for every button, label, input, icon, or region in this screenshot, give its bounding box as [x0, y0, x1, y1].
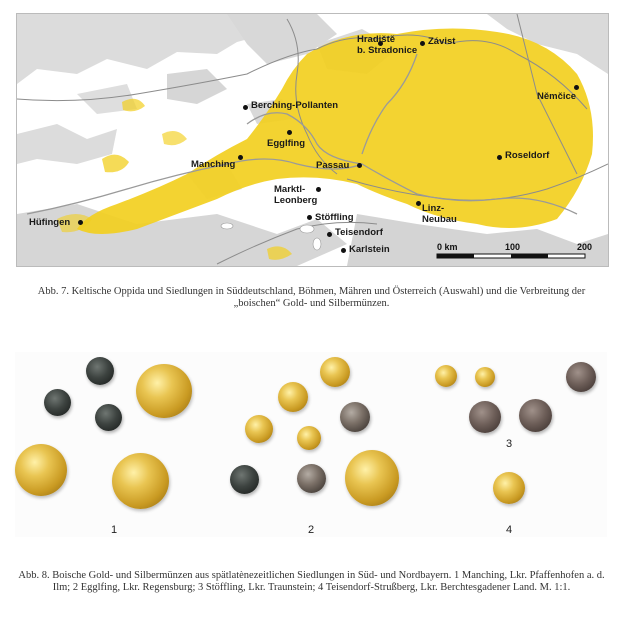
- scale-bar: [437, 254, 585, 258]
- coin-2c: [340, 402, 370, 432]
- coin-2d: [245, 415, 273, 443]
- place-label-marktl: Marktl- Leonberg: [274, 184, 318, 206]
- figure-7-caption: Abb. 7. Keltische Oppida und Siedlungen in Süddeutschland, Böhmen, Mähren und Österreich (Auswahl) und die Verbreitung der „boischen“ Gold- und Silbermünzen.: [37, 286, 586, 309]
- group-label-3: 3: [506, 438, 513, 450]
- coin-3c: [566, 362, 596, 392]
- place-label-hradiste: Hradiště b. Stradonice: [357, 34, 418, 56]
- place-marker-manching: [238, 155, 243, 160]
- map-graphic: [17, 14, 608, 266]
- place-marker-nemcice: [574, 85, 579, 90]
- coin-2b: [278, 382, 308, 412]
- coin-4a: [493, 472, 525, 504]
- scale-label-0: 0 km: [437, 242, 458, 252]
- place-marker-karlstein: [341, 248, 346, 253]
- place-label-stoeffling: Stöffling: [315, 212, 354, 223]
- coin-1a: [86, 357, 114, 385]
- place-marker-berching: [243, 105, 248, 110]
- coin-3d: [469, 401, 501, 433]
- place-marker-roseldorf: [497, 155, 502, 160]
- place-label-karlstein: Karlstein: [349, 244, 390, 255]
- scale-label-200: 200: [577, 242, 593, 252]
- place-label-berching: Berching-Pollanten: [251, 100, 339, 111]
- coin-2e: [297, 426, 321, 450]
- coin-2g: [297, 464, 326, 493]
- place-marker-teisendorf: [327, 232, 332, 237]
- place-marker-passau: [357, 163, 362, 168]
- distribution-map: [16, 13, 609, 267]
- coin-1f: [112, 453, 169, 509]
- place-marker-stoeffling: [307, 215, 312, 220]
- place-marker-zavist: [420, 41, 425, 46]
- place-label-linz: Linz- Neubau: [422, 203, 457, 225]
- coin-2f: [230, 465, 259, 494]
- coin-3b: [475, 367, 495, 387]
- coin-3e: [519, 399, 552, 432]
- figure-8-caption: Abb. 8. Boische Gold- und Silbermünzen aus spätlatènezeitlichen Siedlungen in Süd- und Nordbayern. 1 Manching, Lkr. Pfaffenhofen a. d. Ilm; 2 Egglfing, Lkr. Regensburg; 3 Stöffling, Lkr. Traunstein; 4 Teisendorf-Strußberg, Lkr. Berchtesgadener Land. M. 1:1.: [18, 570, 605, 593]
- place-label-huefingen: Hüfingen: [29, 217, 71, 228]
- place-label-passau: Passau: [316, 160, 350, 171]
- place-label-teisendorf: Teisendorf: [335, 227, 383, 238]
- place-label-roseldorf: Roseldorf: [505, 150, 550, 161]
- place-marker-huefingen: [78, 220, 83, 225]
- coin-photograph: [15, 352, 607, 537]
- group-label-2: 2: [308, 524, 315, 536]
- coin-3a: [435, 365, 457, 387]
- group-label-1: 1: [111, 524, 118, 536]
- place-marker-egglfing: [287, 130, 292, 135]
- coin-2a: [320, 357, 350, 387]
- scale-label-100: 100: [505, 242, 521, 252]
- place-marker-linz: [416, 201, 421, 206]
- coin-1d: [95, 404, 122, 431]
- place-label-egglfing: Egglfing: [267, 138, 305, 149]
- group-label-4: 4: [506, 524, 513, 536]
- place-label-manching: Manching: [191, 159, 236, 170]
- coin-2h: [345, 450, 399, 506]
- coin-1b: [136, 364, 192, 418]
- place-label-nemcice: Němčice: [537, 91, 577, 102]
- coin-1c: [44, 389, 71, 416]
- place-label-zavist: Závist: [428, 36, 456, 47]
- coin-1e: [15, 444, 67, 496]
